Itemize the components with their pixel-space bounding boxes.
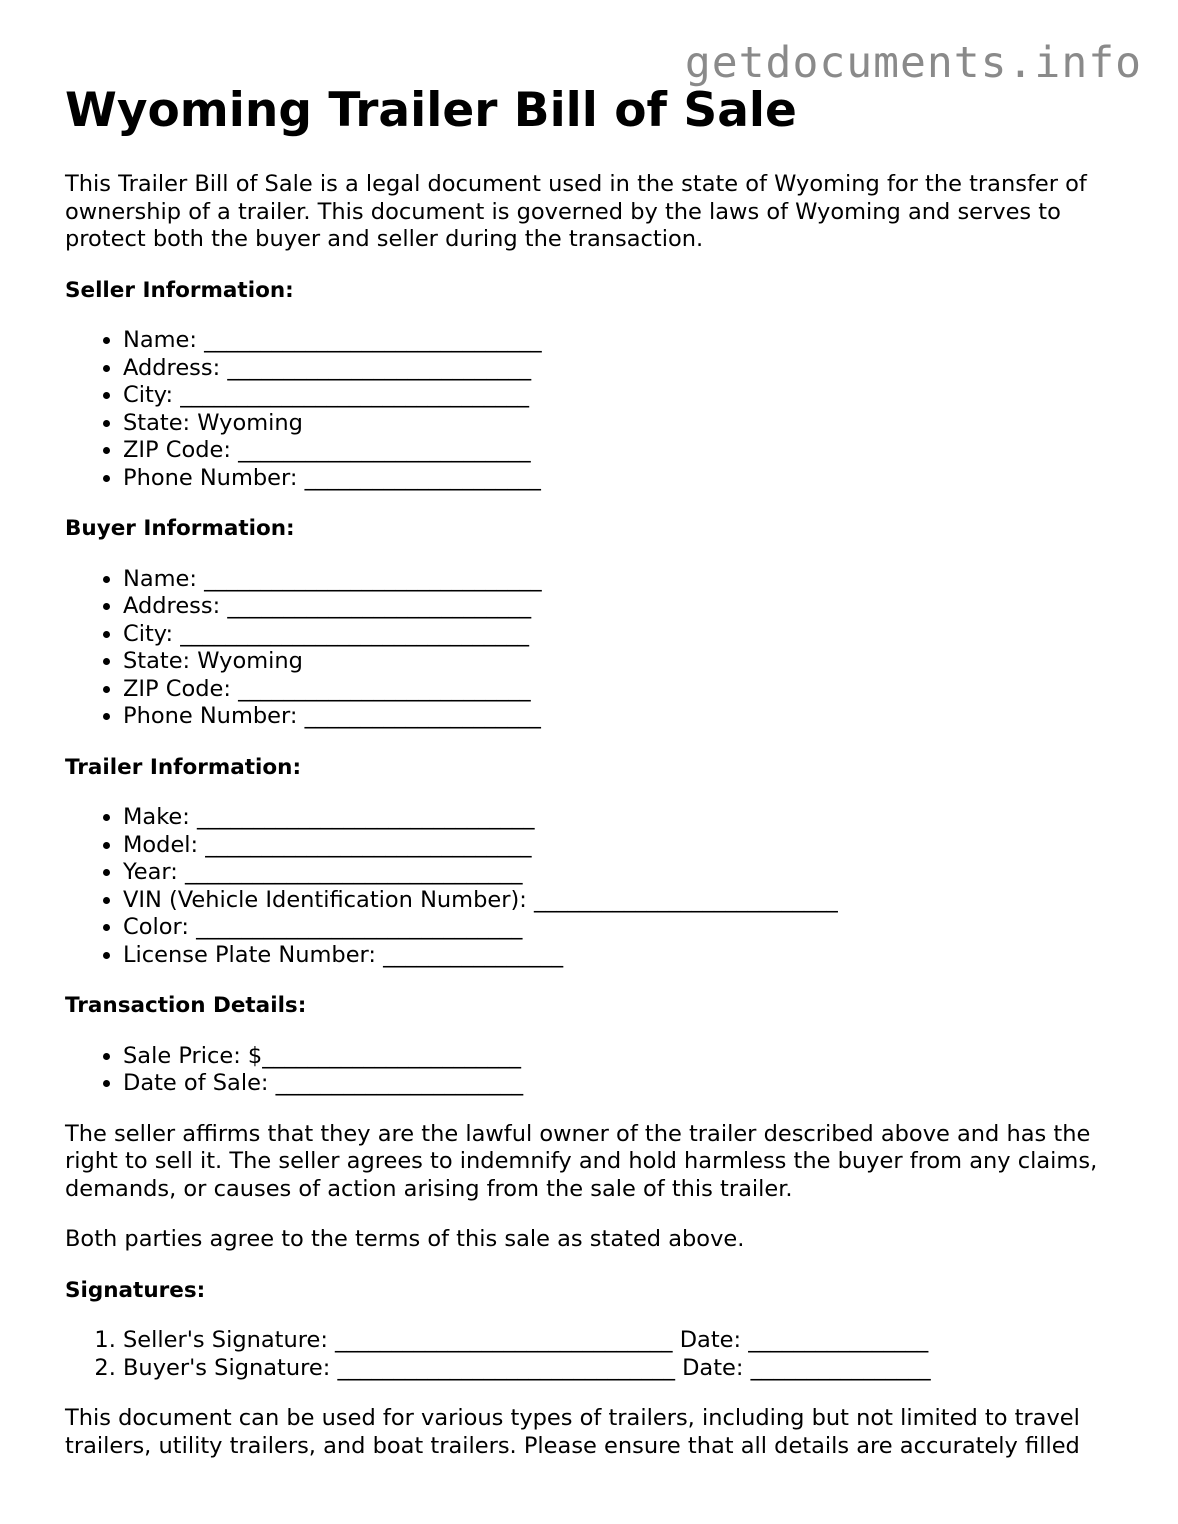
- seller-address-field: • Address: ___________________________: [123, 355, 1125, 383]
- seller-list: [65, 327, 1125, 492]
- trailer-list: [65, 804, 1125, 969]
- buyer-zip-field: • ZIP Code: __________________________: [123, 676, 1125, 704]
- buyer-phone-field: • Phone Number: _____________________: [123, 703, 1125, 731]
- seller-state-field: • State: Wyoming: [123, 410, 1125, 438]
- buyer-city-field: • City: _______________________________: [123, 621, 1125, 649]
- seller-signature-line: 1. Seller's Signature: ______________________________ Date: ________________: [123, 1327, 1125, 1355]
- trailer-heading: Trailer Information:: [65, 754, 302, 780]
- trailer-year-field: • Year: ______________________________: [123, 859, 1125, 887]
- agreement-paragraph: Both parties agree to the terms of this sale as stated above.: [65, 1226, 745, 1252]
- seller-city-field: • City: _______________________________: [123, 382, 1125, 410]
- seller-heading: Seller Information:: [65, 277, 294, 303]
- watermark: getdocuments.info: [684, 38, 1142, 88]
- trailer-color-field: • Color: _____________________________: [123, 914, 1125, 942]
- signatures-list: [65, 1327, 1125, 1382]
- signatures-heading: Signatures:: [65, 1277, 206, 1303]
- trailer-make-field: • Make: ______________________________: [123, 804, 1125, 832]
- buyer-heading: Buyer Information:: [65, 516, 295, 541]
- sale-date-field: • Date of Sale: ______________________: [123, 1070, 1125, 1098]
- trailer-plate-field: • License Plate Number: ________________: [123, 942, 1125, 970]
- buyer-address-field: • Address: ___________________________: [123, 593, 1125, 621]
- sale-price-field: • Sale Price: $_______________________: [123, 1043, 1125, 1071]
- transaction-heading: Transaction Details:: [65, 993, 307, 1018]
- buyer-list: [65, 566, 1125, 731]
- buyer-state-field: • State: Wyoming: [123, 648, 1125, 676]
- transaction-list: [65, 1043, 1125, 1098]
- seller-name-field: • Name: ______________________________: [123, 327, 1125, 355]
- trailer-model-field: • Model: _____________________________: [123, 832, 1125, 860]
- trailer-vin-field: • VIN (Vehicle Identification Number): ___________________________: [123, 887, 1125, 915]
- seller-zip-field: • ZIP Code: __________________________: [123, 437, 1125, 465]
- buyer-name-field: • Name: ______________________________: [123, 566, 1125, 594]
- page-title: Wyoming Trailer Bill of Sale: [65, 83, 797, 138]
- document-body: [65, 80, 1125, 1460]
- affirmation-paragraph: The seller affirms that they are the lawful owner of the trailer described above and has the right to sell it. The seller agrees to indemnify and hold harmless the buyer from any claims, demands, or causes of action arising from the sale of this trailer.: [65, 1120, 1098, 1202]
- closing-paragraph: This document can be used for various types of trailers, including but not limited to travel trailers, utility trailers, and boat trailers. Please ensure that all details are accurately filled: [65, 1405, 1080, 1459]
- seller-phone-field: • Phone Number: _____________________: [123, 465, 1125, 493]
- intro-paragraph: This Trailer Bill of Sale is a legal document used in the state of Wyoming for the transfer of ownership of a trailer. This document is governed by the laws of Wyoming and serves to protect both the buyer and seller during the transaction.: [65, 171, 1087, 252]
- buyer-signature-line: 2. Buyer's Signature: ______________________________ Date: ________________: [123, 1355, 1125, 1383]
